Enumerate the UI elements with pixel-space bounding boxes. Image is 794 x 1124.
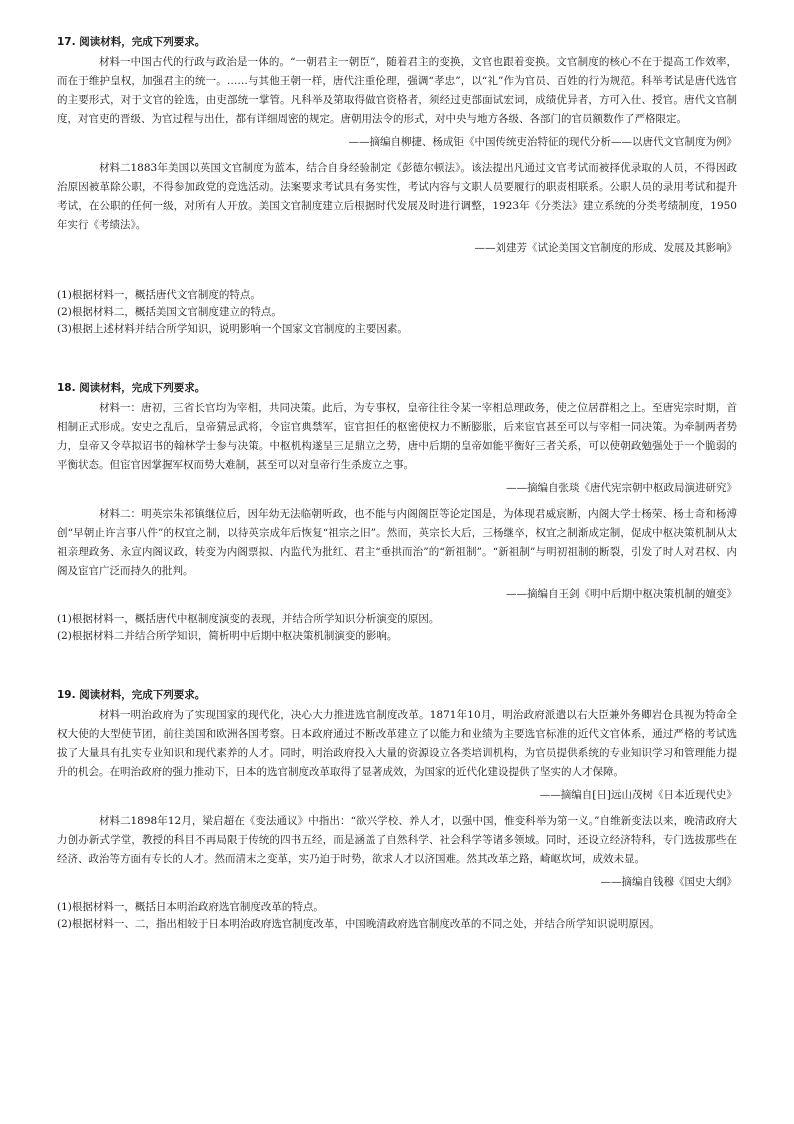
q17-material-1-source: ——摘编自柳捷、杨成钜《中国传统吏治特征的现代分析——以唐代文官制度为例》 <box>348 136 737 148</box>
q18-material-1-text: 唐初，三省长官均为宰相，共同决策。此后，为专事权，皇帝往往令某一宰相总理政务，使之位居群相之上。至唐宪宗时期，首相制正式形成。安史之乱后，皇帝猜忌武将，令宦官典禁军，宦官担任的枢密使权力不断膨胀，后来宦官甚至可以与宰相一同决策。为牵制两者势力，皇帝又令草拟诏书的翰林学士参与决策。中枢机构遂呈三足鼎立之势，唐中后期的皇帝如能平衡好三者关系，可以使朝政勉强处于一个脆弱的平衡状态。但宦官因掌握军权而势大难制，甚至可以对皇帝行生杀废立之事。 <box>57 402 737 471</box>
q17-material-2-source: ——刘建芳《试论美国文官制度的形成、发展及其影响》 <box>474 242 737 254</box>
q17-subquestion-2: (2)根据材料二，概括美国文官制度建立的特点。 <box>57 306 282 318</box>
q17-subquestion-3: (3)根据上述材料并结合所学知识，说明影响一个国家文官制度的主要因素。 <box>57 323 408 335</box>
q17-material-1 <box>57 53 737 129</box>
exam-page <box>57 34 737 933</box>
q19-subquestion-1: (1)根据材料一，概括日本明治政府选官制度改革的特点。 <box>57 901 324 913</box>
q18-material-1-source: ——摘编自张琰《唐代宪宗朝中枢政局演进研究》 <box>506 482 737 494</box>
q18-material-2 <box>57 505 737 581</box>
q17-material-2-text: 1883年美国以英国文官制度为蓝本，结合自身经验制定《彭德尔顿法》。该法提出凡通过文官考试而被择优录取的人员，不得因政治原因被革除公职，不得参加政党的竞选活动。法案要求考试具有务实性，考试内容与文职人员要履行的职责相联系。公职人员的录用考试和提升考试，在公职的任何一级，对所有人开放。美国文官制度建立后根据时代发展及时进行调整，1923年《分类法》建立系统的分类考绩制度，1950年实行《考绩法》。 <box>57 162 737 231</box>
q18-material-2-label: 材料二： <box>99 508 141 520</box>
q19-material-1-text: 明治政府为了实现国家的现代化，决心大力推进选官制度改革。1871年10月，明治政府派遣以右大臣兼外务卿岩仓具视为特命全权大使的大型使节团，前往美国和欧洲各国考察。日本政府通过不断改革建立了以能力和业绩为主要选官标准的近代文官体系，通过严格的考试选拔了大量具有扎实专业知识和现代素养的人才。同时，明治政府投入大量的资源设立各类培训机构，为官员提供系统的专业知识学习和管理能力提升的机会。在明治政府的强力推动下，日本的选官制度改革取得了显著成效，为国家的近代化建设提供了坚实的人才保障。 <box>57 709 737 778</box>
q17-subquestions <box>57 287 737 338</box>
q19-subquestion-2: (2)根据材料一、二，指出相较于日本明治政府选官制度改革，中国晚清政府选官制度改革的不同之处，并结合所学知识说明原因。 <box>57 918 660 930</box>
q18-material-1-label: 材料一： <box>99 402 141 414</box>
q17-material-2 <box>57 159 737 235</box>
q19-material-2-label: 材料二 <box>99 815 131 827</box>
q17-material-1-text: 中国古代的行政与政治是一体的。“一朝君主一朝臣”，随着君主的变换，文官也跟着变换。文官制度的核心不在于提高工作效率，而在于维护皇权，加强君主的统一。……与其他王朝一样，唐代注重伦理，强调“孝忠”，以“礼”作为官员、百姓的行为规范。科举考试是唐代选官的主要形式，对于文官的铨选，由吏部统一掌管。凡科举及第取得做官资格者，须经过吏部面试宏词，成绩优异者，方可入仕、授官。唐代文官制度，对官吏的晋级、为官过程与出仕，都有详细周密的规定。唐朝用法令的形式，对中央与地方各级、各部门的官员额数作了严格限定。 <box>57 56 737 125</box>
q18-subquestion-2: (2)根据材料二并结合所学知识，简析明中后期中枢决策机制演变的影响。 <box>57 630 398 642</box>
question-18 <box>57 380 737 645</box>
q18-material-2-text: 明英宗朱祁镇继位后，因年幼无法临朝听政，也不能与内阁阁臣等论定国是，为体现君威宸断，内阁大学士杨荣、杨士奇和杨溥创“早朝止许言事八件”的权宜之制，以待英宗成年后恢复“祖宗之旧”。然而，英宗长大后，三杨继卒，权宜之制渐成定制，促成中枢决策机制从太祖亲理政务、永宣内阁议政，转变为内阁票拟、内监代为批红、君主“垂拱而治”的“新祖制”。“新祖制”与明初祖制的断裂，引发了时人对君权、内阁及宦官广泛而持久的批判。 <box>57 508 737 577</box>
question-18-title: 18. 阅读材料，完成下列要求。 <box>57 382 206 394</box>
q19-material-1-label: 材料一 <box>99 709 131 721</box>
q18-material-1 <box>57 399 737 475</box>
question-17-title: 17. 阅读材料，完成下列要求。 <box>57 36 206 48</box>
q19-material-1 <box>57 706 737 782</box>
q17-subquestion-1: (1)根据材料一，概括唐代文官制度的特点。 <box>57 289 261 301</box>
question-17 <box>57 34 737 338</box>
q19-material-2 <box>57 812 737 869</box>
question-19-title: 19. 阅读材料，完成下列要求。 <box>57 689 206 701</box>
q18-subquestion-1: (1)根据材料一，概括唐代中枢制度演变的表现，并结合所学知识分析演变的原因。 <box>57 613 440 625</box>
q18-material-2-source: ——摘编自王剑《明中后期中枢决策机制的嬗变》 <box>506 588 737 600</box>
q18-subquestions <box>57 611 737 645</box>
question-19 <box>57 687 737 933</box>
q19-subquestions <box>57 899 737 933</box>
q19-material-1-source: ——摘编自[日]远山茂树《日本近现代史》 <box>539 789 737 801</box>
q19-material-2-source: ——摘编自钱穆《国史大纲》 <box>600 876 737 888</box>
q17-material-2-label: 材料二 <box>99 162 131 174</box>
q19-material-2-text: 1898年12月，梁启超在《变法通议》中指出：“欲兴学校、养人才，以强中国，惟变科举为第一义。”自维新变法以来，晚清政府大力创办新式学堂，教授的科目不再局限于传统的四书五经，而是涵盖了自然科学、社会科学等诸多领域。同时，还设立经济特科，专门选拔那些在经济、政治等方面有专长的人才。然而清末之变革，实乃迫于时势，欲求人才以济国难。然其改革之路，崎岖坎坷，成效未显。 <box>57 815 737 865</box>
q17-material-1-label: 材料一 <box>99 56 131 68</box>
